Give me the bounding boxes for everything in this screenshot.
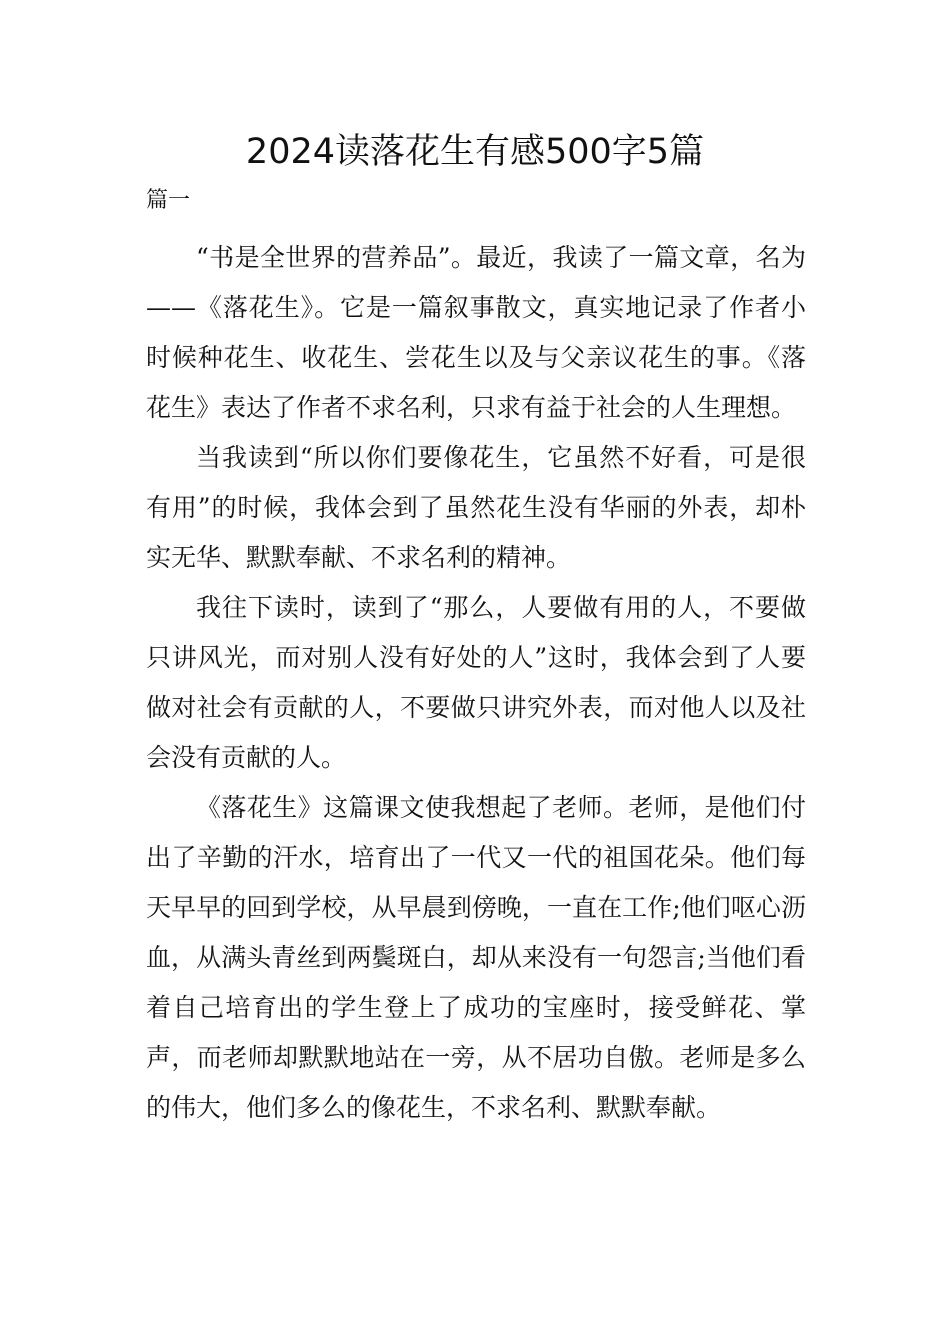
section-label: 篇一 (146, 188, 191, 213)
paragraph-3: 我往下读时，读到了“那么，人要做有用的人，不要做只讲风光，而对别人没有好处的人”这时，我体会到了人要做对社会有贡献的人，不要做只讲究外表，而对他人以及社会没有贡献的人。 (146, 593, 806, 772)
document-body (146, 233, 806, 1133)
document-title: 2024读落花生有感500字5篇 (245, 132, 705, 172)
paragraph-2: 当我读到“所以你们要像花生，它虽然不好看，可是很有用”的时候，我体会到了虽然花生没有华丽的外表，却朴实无华、默默奉献、不求名利的精神。 (146, 443, 806, 572)
paragraph-4: 《落花生》这篇课文使我想起了老师。老师，是他们付出了辛勤的汗水，培育出了一代又一代的祖国花朵。他们每天早早的回到学校，从早晨到傍晚，一直在工作;他们呕心沥血，从满头青丝到两鬓斑白，却从来没有一句怨言;当他们看着自己培育出的学生登上了成功的宝座时，接受鲜花、掌声，而老师却默默地站在一旁，从不居功自傲。老师是多么的伟大，他们多么的像花生，不求名利、默默奉献。 (146, 793, 806, 1122)
paragraph-1: “书是全世界的营养品”。最近，我读了一篇文章，名为——《落花生》。它是一篇叙事散文，真实地记录了作者小时候种花生、收花生、尝花生以及与父亲议花生的事。《落花生》表达了作者不求名利，只求有益于社会的人生理想。 (146, 243, 806, 422)
